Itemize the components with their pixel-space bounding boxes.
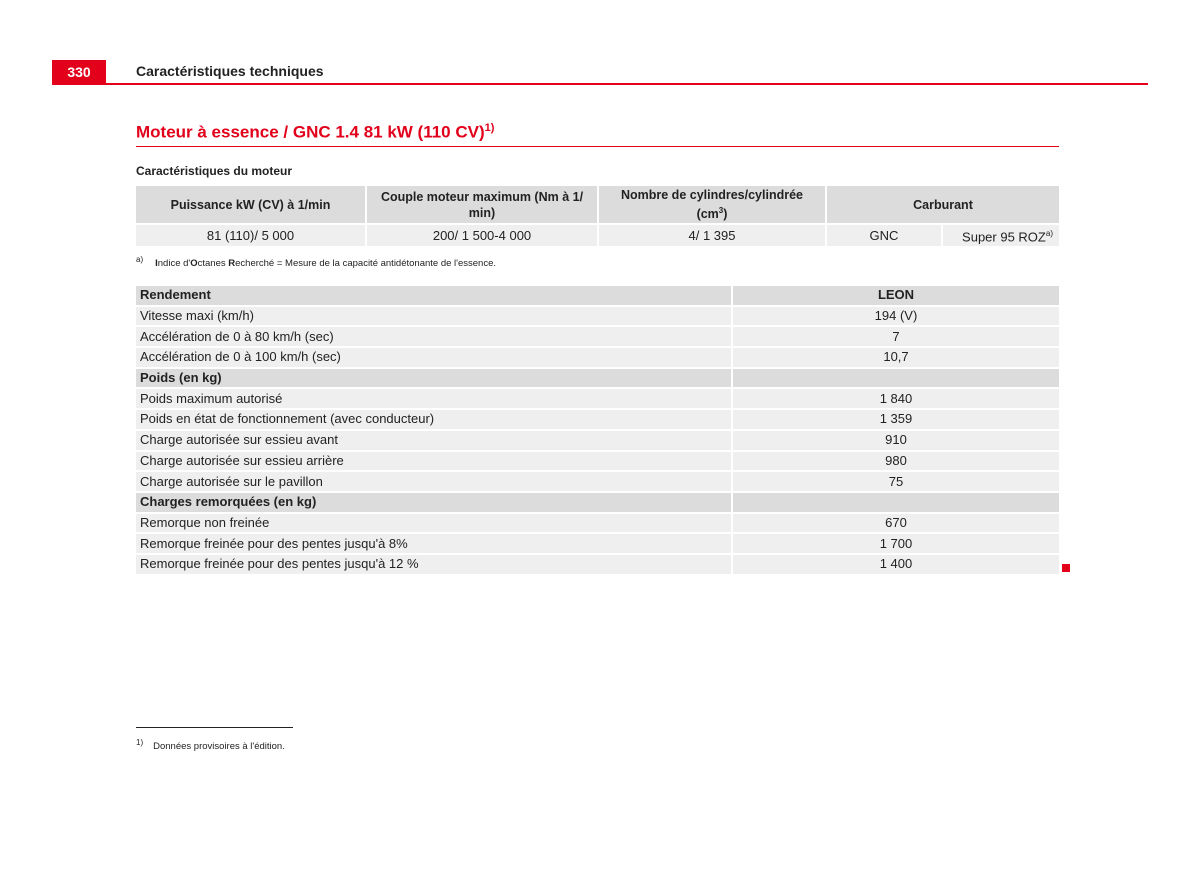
performance-row: [136, 554, 1059, 575]
footnote-1-mark: 1): [136, 738, 144, 747]
engine-table-row: [136, 224, 1059, 246]
performance-section-row: [136, 286, 1059, 306]
section-rule: [136, 146, 1059, 147]
performance-label: Rendement: [136, 286, 732, 306]
fuel-cell-super: [942, 224, 1059, 246]
performance-value: 980: [732, 451, 1059, 472]
footnote-a-p2: ndice d': [157, 258, 191, 270]
performance-label: Poids maximum autorisé: [136, 388, 732, 409]
performance-label: Charge autorisée sur le pavillon: [136, 471, 732, 492]
fuel-super-text: Super 95 ROZ: [962, 229, 1046, 245]
performance-row: [136, 388, 1059, 409]
torque-header: Couple moteur maximum (Nm à 1/ min): [366, 186, 598, 224]
running-title: Caractéristiques techniques: [136, 63, 324, 79]
cylinders-header-prefix: Nombre de cylindres/cylindrée (cm: [620, 187, 803, 222]
performance-label: Poids en état de fonctionnement (avec conducteur): [136, 409, 732, 430]
performance-value: 194 (V): [732, 306, 1059, 327]
performance-value: [732, 492, 1059, 513]
performance-label: Accélération de 0 à 80 km/h (sec): [136, 326, 732, 347]
performance-section-row: [136, 368, 1059, 389]
performance-row: [136, 347, 1059, 368]
performance-value: 670: [732, 513, 1059, 534]
performance-value: [732, 368, 1059, 389]
torque-cell: 200/ 1 500-4 000: [366, 224, 598, 246]
performance-label: Remorque non freinée: [136, 513, 732, 534]
performance-label: Remorque freinée pour des pentes jusqu'à 8%: [136, 533, 732, 554]
engine-table: [136, 186, 1059, 246]
performance-label: Accélération de 0 à 100 km/h (sec): [136, 347, 732, 368]
performance-row: [136, 513, 1059, 534]
cylinders-header-suffix: ): [723, 207, 728, 222]
performance-row: [136, 471, 1059, 492]
cylinders-cell: 4/ 1 395: [598, 224, 826, 246]
performance-value: LEON: [732, 286, 1059, 306]
fuel-header: Carburant: [826, 186, 1059, 224]
performance-table: [136, 286, 1059, 576]
performance-value: 75: [732, 471, 1059, 492]
power-header: Puissance kW (CV) à 1/min: [136, 186, 366, 224]
performance-value: 1 840: [732, 388, 1059, 409]
footnote-a-p5: R: [228, 258, 236, 270]
header-rule: [52, 83, 1148, 85]
performance-value: 910: [732, 430, 1059, 451]
performance-label: Poids (en kg): [136, 368, 732, 389]
cylinders-header-sup: 3: [718, 205, 724, 215]
performance-row: [136, 451, 1059, 472]
end-of-section-marker: [1062, 564, 1070, 572]
section-title-note-mark: 1): [484, 122, 495, 134]
performance-section-row: [136, 492, 1059, 513]
performance-label: Vitesse maxi (km/h): [136, 306, 732, 327]
performance-label: Remorque freinée pour des pentes jusqu'à 12 %: [136, 554, 732, 575]
performance-value: 1 700: [732, 533, 1059, 554]
engine-table-header-row: [136, 186, 1059, 224]
engine-subtitle: Caractéristiques du moteur: [136, 164, 293, 178]
footnote-1: [136, 738, 285, 752]
fuel-cell-gnc: GNC: [826, 224, 942, 246]
footnote-a-mark: a): [136, 255, 144, 264]
footnote-a-p4: ctanes: [197, 258, 229, 270]
section-title-text: Moteur à essence / GNC 1.4 81 kW (110 CV): [136, 122, 485, 142]
section-title: [136, 122, 494, 143]
performance-value: 7: [732, 326, 1059, 347]
performance-label: Charge autorisée sur essieu arrière: [136, 451, 732, 472]
footnote-a-p6: echerché = Mesure de la capacité antidétonante de l'essence.: [235, 258, 496, 270]
cylinders-header: [598, 186, 826, 224]
footnote-a-p3: O: [190, 258, 198, 270]
performance-row: [136, 409, 1059, 430]
power-cell: 81 (110)/ 5 000: [136, 224, 366, 246]
performance-value: 10,7: [732, 347, 1059, 368]
performance-row: [136, 533, 1059, 554]
performance-row: [136, 306, 1059, 327]
performance-label: Charge autorisée sur essieu avant: [136, 430, 732, 451]
footnote-1-text: Données provisoires à l'édition.: [153, 741, 285, 753]
performance-label: Charges remorquées (en kg): [136, 492, 732, 513]
footnote-a: [136, 255, 496, 269]
page-number: 330: [52, 60, 106, 84]
performance-value: 1 400: [732, 554, 1059, 575]
footnote-a-p1: I: [155, 258, 158, 270]
performance-value: 1 359: [732, 409, 1059, 430]
fuel-super-mark: a): [1045, 229, 1053, 238]
performance-row: [136, 326, 1059, 347]
performance-row: [136, 430, 1059, 451]
footnote-rule: [136, 727, 293, 728]
